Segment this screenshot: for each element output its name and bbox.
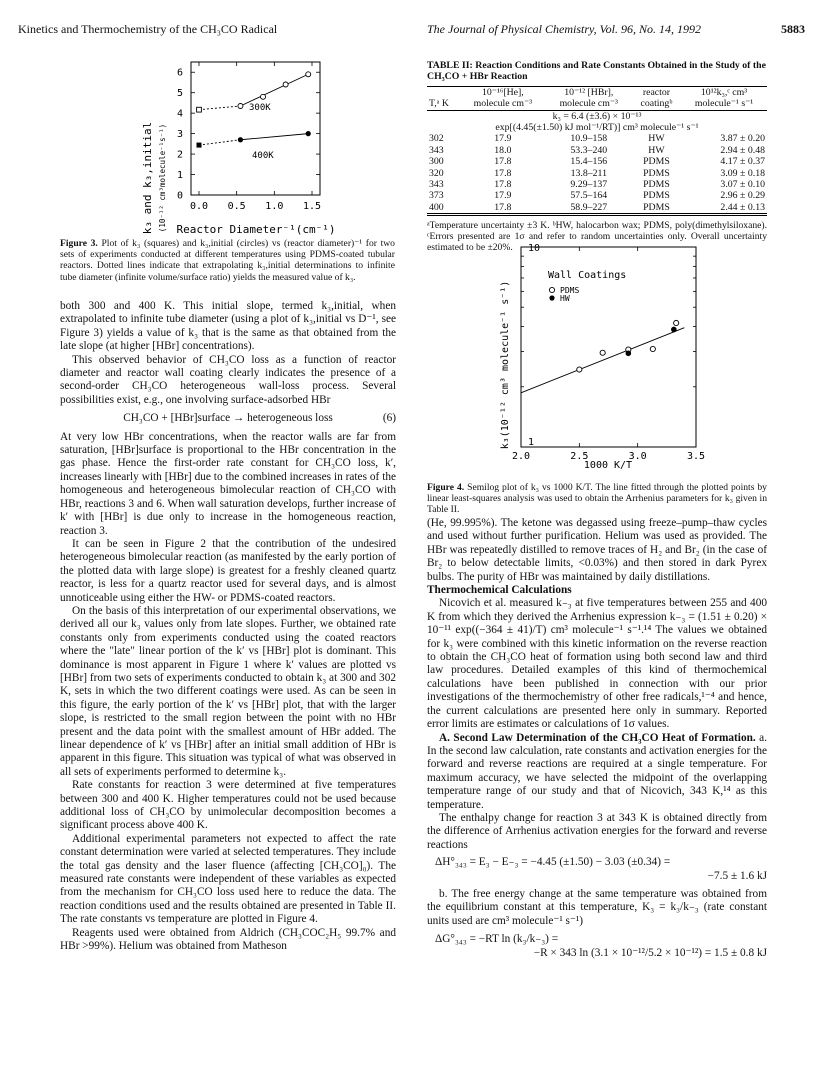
table-cell-t: 302 [429, 133, 444, 145]
fig3-plot-frame [191, 62, 320, 195]
fig3-ytick-label: 4 [176, 108, 183, 120]
table-cell-coating: HW [648, 133, 665, 145]
table-cell-k3: 2.94 ± 0.48 [720, 144, 765, 156]
fig3-caption-label: Figure 3. [60, 238, 98, 249]
fig4-legend-hw: HW [560, 294, 570, 303]
figure-3-caption [60, 238, 395, 283]
page-number: 5883 [781, 22, 805, 36]
running-header-journal: The Journal of Physical Chemistry, Vol. 96, No. 14, 1992 [427, 22, 701, 36]
table-cell-he: 17.9 [494, 190, 512, 202]
right-paragraph-5: b. The free energy change at the same temperature was obtained from the equilibrium constant at this temperature, K₃ = k₃/k₋₃ (rate constant units used are cm³ molecule⁻¹ s⁻¹) [427, 887, 767, 927]
table-summary-1: k₃ = 6.4 (±3.6) × 10⁻¹³ [552, 110, 642, 122]
table-cell-t: 373 [429, 190, 444, 202]
fig3-point-300k-open-circle [261, 94, 266, 99]
table-row [427, 145, 767, 156]
table-header-he-1: 10⁻¹⁶[He], [482, 86, 524, 98]
table-2-title: TABLE II: Reaction Conditions and Rate Constants Obtained in the Study of the CH₃CO + HBr Reaction [427, 60, 766, 83]
equation-dH-line-2: −7.5 ± 1.6 kJ [707, 869, 767, 882]
fig3-caption-text: Plot of k₃ (squares) and k₃,initial (circles) vs (reactor diameter)⁻¹ for two sets of experiments conducted at different temperatures using PDMS-coated tubular reactors. Dotted lines indicate that extrapolating k₃,initial determinations to infinite tube diameter (infinite volume/surface ratio) yields the measured value of k₃. [60, 238, 395, 283]
table-cell-coating: PDMS [643, 167, 670, 179]
table-header-t: T,ᵃ K [429, 98, 449, 110]
fig3-label-300k: 300K [249, 103, 271, 113]
fig3-point-400k-filled-circle [238, 137, 243, 142]
table-header-t-blank [427, 86, 460, 98]
table-cell-hbr: 58.9–227 [570, 201, 608, 213]
fig3-yunits: (10⁻¹² cm³molecule⁻¹s⁻¹) [158, 123, 167, 233]
running-header-left: Kinetics and Thermochemistry of the CH₃CO Radical [18, 22, 278, 36]
table-summary-2: exp[(4.45(±1.50) kJ mol⁻¹/RT)] cm³ molecule⁻¹ s⁻¹ [495, 122, 699, 134]
table-cell-k3: 3.09 ± 0.18 [720, 167, 765, 179]
left-paragraph-7: Additional experimental parameters not expected to affect the rate constant determination were varied at selected temperatures. They include the total gas density and the laser fluence (affecting [CH₃CO]₀). The measured rate constants were independent of these variables as expected from the mechanism for CH₃CO loss used here to reduce the data. The reaction conditions used and the results obtained are presented in Table II. The rate constants vs temperature are plotted in Figure 4. [60, 832, 396, 926]
right-paragraph-2: Nicovich et al. measured k₋₃ at five temperatures between 255 and 400 K from which they derived the Arrhenius expression k₋₃ = (1.51 ± 0.20) × 10⁻¹¹ exp((−364 ± 41)/T) cm³ molecule⁻¹ s⁻¹.¹⁴ The values we obtained for k₃ were combined with this kinetic information on the reverse reaction to obtain the CH₃CO heat of formation using both second law and third law procedures. Detailed examples of this kind of thermochemical calculations have been published in connection with our prior investigations of the thermochemistry of other free radicals,¹⁻⁴ and hence, the current calculations are presented here only in summary. Reported error limits are estimates or calculations of 1σ values. [427, 597, 767, 731]
table-cell-hbr: 13.8–211 [570, 167, 607, 179]
fig3-ylabel: k₃ and k₃,initial [141, 121, 154, 235]
table-row [427, 156, 767, 167]
table-header-row-2 [427, 98, 767, 110]
equation-dH-line-1: ΔH°₃₄₃ = E₃ − E₋₃ = −4.45 (±1.50) − 3.03 (±0.34) = [435, 856, 671, 869]
table-cell-he: 17.8 [494, 167, 512, 179]
table-row [427, 202, 767, 214]
table-header-coating-1: reactor [642, 86, 671, 98]
fig4-point-hw [626, 351, 632, 357]
equation-6-body: CH₃CO + [HBr]surface → heterogeneous loss [123, 412, 333, 425]
left-paragraph-3: At very low HBr concentrations, when the reactor walls are far from saturation, [HBr]surface is proportional to the HBr concentration in the gas phase. Hence the first-order rate constant for CH₃CO loss, k′, increases linearly with [HBr] due to the combined increases in rates of the homogeneous and heterogeneous bimolecular reaction of CH₃CO with HBr, reactions 3 and 6. When wall saturation develops, further increase of k′ with [HBr] is due only to increase in the homogeneous reaction, reaction 3. [60, 430, 396, 537]
fig3-extrapolation-300k [199, 106, 240, 110]
table-cell-hbr: 10.9–158 [570, 133, 608, 145]
fig3-point-300k-open-circle [238, 103, 243, 108]
table-header-row-1 [427, 86, 767, 98]
fig4-ylabel: k₃(10⁻¹² cm³ molecule⁻¹ s⁻¹) [500, 280, 511, 450]
fig4-point-pdms [674, 320, 679, 325]
right-paragraph-3 [427, 732, 767, 812]
fig4-xlabel: 1000 K/T [583, 460, 633, 470]
table-2-grid [427, 86, 767, 214]
table-row [427, 179, 767, 190]
left-paragraph-5: On the basis of this interpretation of our experimental observations, we derived all our k₃ values only from late slopes. Further, we obtained rate constants only from experiments conducted using the coated reactors where the "late" linear portion of the k′ vs [HBr] plot is dominant. This dominance is most apparent in Figure 1 where k′ values are plotted vs [HBr] from two sets of experiments conducted to obtain k₃ at 300 and 302 K, sets in which the two different coatings were used. As can be seen in this figure, the early portion of the k′ vs [HBr] plot, that with the larger slope, is restricted to the small region between the point with no HBr present and the data point with the smallest amount of HBr added. The linear dependence of k′ vs [HBr] after an initial small addition of HBr is apparent in this figure. This situation was typical of what was observed in all sets of experiments performed to determine k₃. [60, 604, 396, 778]
table-cell-k3: 2.96 ± 0.29 [720, 190, 765, 202]
fig3-fit-line-400k [240, 134, 308, 140]
fig4-xtick-label: 3.5 [686, 451, 706, 462]
figure-4-caption [427, 482, 767, 516]
fig4-xtick-label: 2.5 [570, 451, 589, 462]
fig3-fit-line-300k [240, 74, 308, 106]
fig3-point-300k-open-circle [306, 72, 311, 77]
fig4-legend-pdms-marker [549, 287, 554, 292]
fig4-point-hw [671, 327, 677, 333]
table-cell-t: 343 [429, 179, 444, 191]
fig3-xtick-label: 1.0 [265, 201, 284, 212]
equation-6 [60, 412, 396, 425]
fig3-extrapolation-400k [199, 140, 240, 145]
fig4-legend-hw-marker [549, 295, 554, 300]
fig3-ytick-label: 1 [176, 170, 183, 182]
table-2-footnote: ᵃTemperature uncertainty ±3 K. ᵇHW, halocarbon wax; PDMS, poly(dimethylsiloxane). ᶜErrors presented are 1σ and refer to random uncertainties only. Overall uncertainty estimated to be ±20%. [427, 215, 767, 253]
section-heading-thermochemical: Thermochemical Calculations [427, 584, 572, 597]
left-paragraph-2: This observed behavior of CH₃CO loss as a function of reactor diameter and reactor wall coating clearly indicates the presence of a second-order CH₃CO heterogeneous wall-loss process. Several possibilities exist, e.g., one involving surface-adsorbed HBr [60, 353, 396, 406]
table-header-he-2: molecule cm⁻³ [473, 98, 533, 110]
table-2 [427, 60, 767, 253]
table-header-k-2: molecule⁻¹ s⁻¹ [694, 98, 754, 110]
table-row [427, 190, 767, 201]
fig3-xlabel: Reactor Diameter⁻¹(cm⁻¹) [176, 223, 336, 236]
table-cell-he: 17.9 [494, 133, 512, 145]
table-header-hbr-1: 10⁻¹² [HBr], [564, 86, 614, 98]
table-row [427, 168, 767, 179]
equation-dG-line-1: ΔG°₃₄₃ = −RT ln (k₃/k₋₃) = [435, 933, 559, 946]
right-paragraph-3-text: a. In the second law calculation, rate constants and activation energies for the forward and reverse reactions are required at a single temperature. For maximum accuracy, we have selected the midpoint of the overlapping temperature range of our study and that of Nicovich, 343 K,¹⁴ as this temperature. [427, 731, 767, 811]
figure-4-chart [483, 235, 743, 470]
fig4-caption-label: Figure 4. [427, 482, 465, 493]
table-cell-coating: PDMS [643, 190, 670, 202]
fig3-xtick-label: 1.5 [302, 201, 322, 212]
table-cell-he: 17.8 [494, 179, 512, 191]
table-cell-k3: 4.17 ± 0.37 [720, 156, 765, 168]
fig3-point-300k-open-circle [283, 82, 288, 87]
table-cell-coating: PDMS [643, 156, 670, 168]
table-cell-t: 400 [429, 201, 444, 213]
fig3-xtick-label: 0.0 [189, 201, 209, 212]
left-paragraph-4: It can be seen in Figure 2 that the contribution of the undesired heterogeneous bimolecular reaction (as manifested by the early portion of the plotted data with large slope) is greatest for a freshly cleaned quartz reactor, is less for a quartz reactor used for several days, and is almost unnoticeable using either the HW- or PDMS-coated reactors. [60, 537, 396, 604]
fig4-legend-pdms: PDMS [560, 286, 580, 295]
equation-6-number: (6) [382, 412, 396, 425]
table-cell-hbr: 57.5–164 [570, 190, 608, 202]
table-cell-hbr: 53.3–240 [570, 144, 608, 156]
fig4-fit-line [521, 328, 684, 393]
fig4-ytick-label: 1 [528, 437, 535, 448]
fig3-point-400k-filled-circle [306, 131, 311, 136]
right-paragraph-4: The enthalpy change for reaction 3 at 343 K is obtained directly from the difference of Arrhenius activation energies for the forward and reverse reactions [427, 811, 767, 851]
fig3-ytick-label: 0 [176, 190, 183, 202]
fig3-ytick-label: 5 [176, 88, 183, 100]
table-cell-he: 17.8 [494, 156, 512, 168]
table-cell-t: 300 [429, 156, 444, 168]
fig4-point-pdms [577, 367, 582, 372]
fig4-point-pdms [650, 346, 655, 351]
table-cell-k3: 2.44 ± 0.13 [720, 201, 765, 213]
fig3-point-400k-filled-square [197, 143, 202, 148]
right-paragraph-1: (He, 99.995%). The ketone was degassed using freeze–pump–thaw cycles and used without further purification. Helium was used as provided. The HBr was repeatedly distilled to remove traces of H₂ and Br₂ (in the case of Br₂ to below detectable limits, <0.03%) and then stored in dark Pyrex bulbs. The purity of HBr was maintained by daily distillations. [427, 517, 767, 583]
fig4-ytick-label: 10 [528, 243, 541, 254]
subsection-heading-second-law: A. Second Law Determination of the CH₃CO Heat of Formation. [439, 731, 756, 744]
table-cell-t: 320 [429, 167, 444, 179]
fig4-xtick-label: 2.0 [511, 451, 531, 462]
table-row [427, 133, 767, 144]
table-summary-row-1 [427, 110, 767, 122]
table-cell-k3: 3.87 ± 0.20 [720, 133, 765, 145]
fig3-xtick-label: 0.5 [227, 201, 246, 212]
fig3-point-300k-open-square [197, 107, 202, 112]
fig4-point-pdms [600, 350, 605, 355]
table-cell-coating: HW [648, 144, 665, 156]
fig3-ytick-label: 3 [176, 129, 183, 141]
fig3-ytick-label: 2 [176, 149, 183, 161]
fig4-caption-text: Semilog plot of k₃ vs 1000 K/T. The line fitted through the plotted points by linear least-squares analysis was used to obtain the Arrhenius parameters for k₃ given in Table II. [427, 482, 767, 516]
table-cell-he: 17.8 [494, 201, 512, 213]
fig3-label-400k: 400K [252, 151, 274, 161]
table-cell-he: 18.0 [494, 144, 512, 156]
fig3-ytick-label: 6 [176, 67, 183, 79]
equation-dG-line-2: −R × 343 ln (3.1 × 10⁻¹²/5.2 × 10⁻¹²) = 1.5 ± 0.8 kJ [533, 946, 767, 959]
table-header-k-1: 10¹²k₃,ᶜ cm³ [700, 86, 748, 98]
table-header-coating-2: coatingᵇ [640, 98, 673, 110]
table-cell-t: 343 [429, 144, 444, 156]
fig4-legend-title: Wall Coatings [548, 270, 627, 281]
table-cell-k3: 3.07 ± 0.10 [720, 179, 765, 191]
fig4-xtick-label: 3.0 [628, 451, 647, 462]
left-paragraph-8: Reagents used were obtained from Aldrich (CH₃COC₂H₅ 99.7% and HBr >99%). Helium was obtained from Matheson [60, 926, 396, 953]
left-paragraph-6: Rate constants for reaction 3 were determined at five temperatures between 300 and 400 K. Higher temperatures could not be used because additional loss of CH₃CO by unimolecular decomposition becomes a significant process above 400 K. [60, 779, 396, 832]
table-cell-hbr: 15.4–156 [570, 156, 608, 168]
table-summary-row-2 [427, 122, 767, 133]
left-column-text [60, 300, 396, 954]
table-header-hbr-2: molecule cm⁻³ [559, 98, 618, 110]
left-paragraph-1: both 300 and 400 K. This initial slope, termed k₃,initial, when extrapolated to infinite tube diameter (using a plot of k₃,initial vs D⁻¹, see Figure 3) yields a value of k₃ that is the same as that obtained from the late slope (at higher [HBr] concentrations). [60, 300, 396, 353]
figure-3-chart [118, 48, 418, 248]
table-cell-hbr: 9.29–137 [570, 179, 608, 191]
right-column-text [427, 517, 767, 965]
table-cell-coating: PDMS [643, 201, 670, 213]
table-cell-coating: PDMS [643, 179, 670, 191]
